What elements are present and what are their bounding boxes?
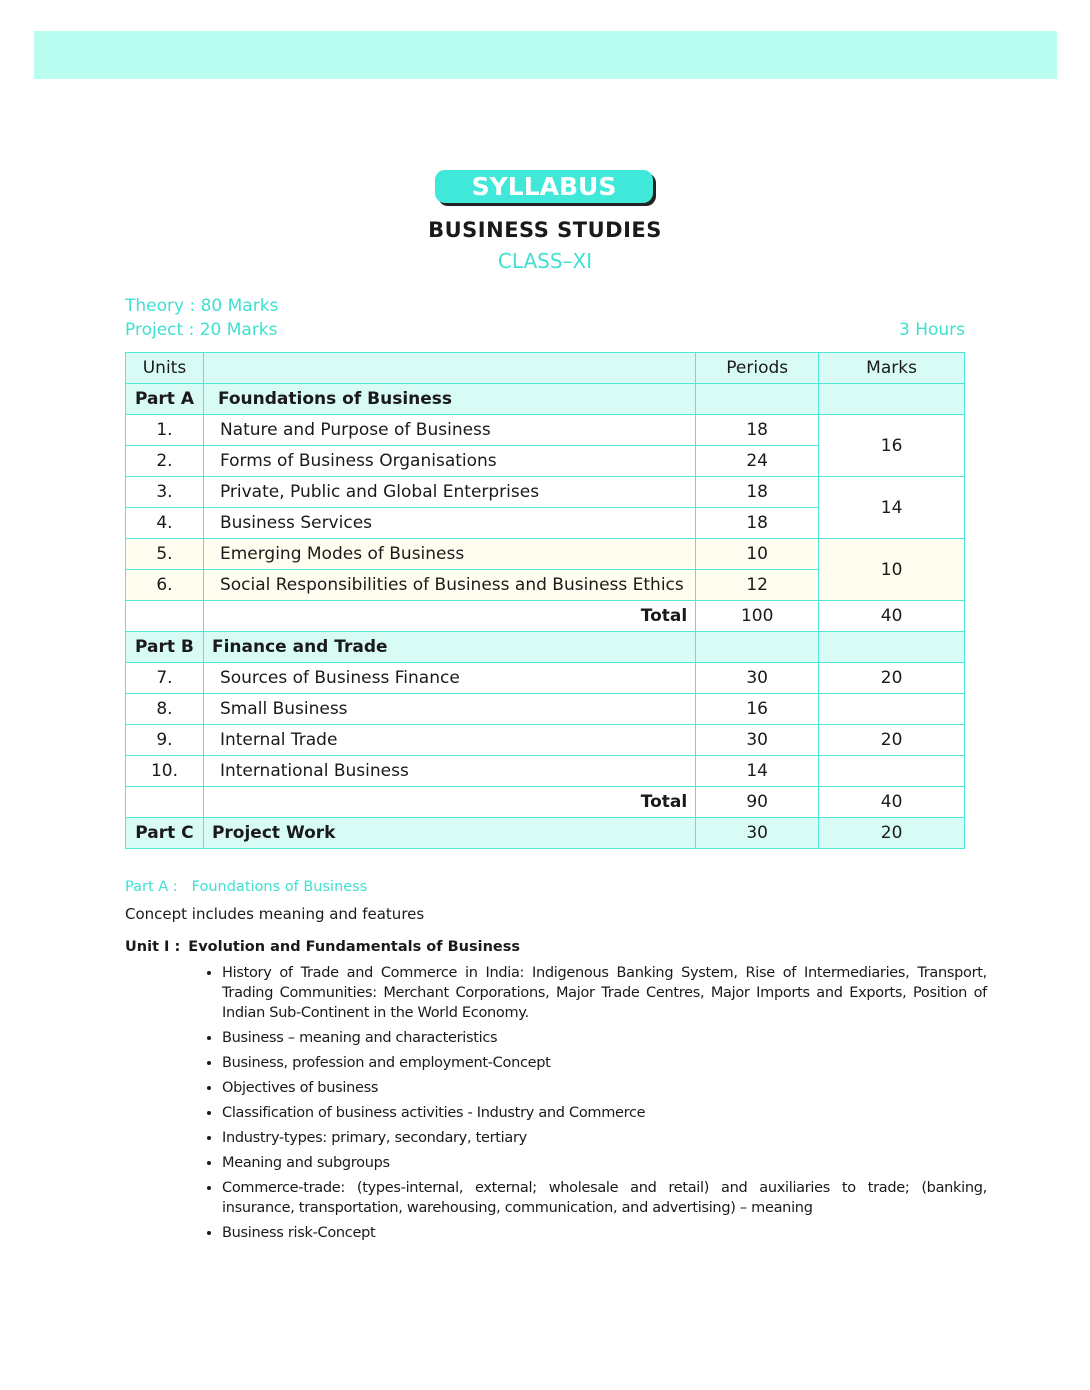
duration: 3 Hours [898, 320, 965, 340]
part-label: Part B [126, 632, 204, 663]
list-item: • Industry-types: primary, secondary, tertiary [222, 1128, 987, 1148]
unit-name: Business Services [203, 508, 695, 539]
list-item: • Business, profession and employment-Concept [222, 1053, 987, 1073]
part-row [126, 384, 965, 415]
unit-name: Social Responsibilities of Business and Business Ethics [203, 570, 695, 601]
project-marks: Project : 20 Marks [125, 320, 278, 340]
marks: 20 [819, 818, 965, 849]
list-item: • Meaning and subgroups [222, 1153, 987, 1173]
part-label: Part C [126, 818, 204, 849]
cell [126, 787, 204, 818]
list-item: • Objectives of business [222, 1078, 987, 1098]
unit-heading [125, 939, 520, 955]
marks [819, 694, 965, 725]
list-item: • Business risk-Concept [222, 1223, 987, 1243]
table-row [126, 415, 965, 446]
total-marks: 40 [819, 601, 965, 632]
col-units: Units [126, 353, 204, 384]
periods: 30 [696, 663, 819, 694]
table-header-row [126, 353, 965, 384]
list-item: • History of Trade and Commerce in India: Indigenous Banking System, Rise of Intermediaries, Transport, Trading Communities: Merchant Corporations, Major Trade Centres, Major Imports and Exports, Position of Indian Sub-Continent in the World Economy. [222, 963, 987, 1023]
periods: 18 [696, 508, 819, 539]
unit-no: 9. [126, 725, 204, 756]
class-label: CLASS–XI [497, 249, 593, 273]
part-a-title: Foundations of Business [191, 879, 368, 895]
periods: 16 [696, 694, 819, 725]
unit-label: Unit I : [125, 939, 181, 955]
table-row [126, 663, 965, 694]
part-title: Project Work [203, 818, 695, 849]
unit-name: Nature and Purpose of Business [203, 415, 695, 446]
unit-no: 2. [126, 446, 204, 477]
total-row [126, 787, 965, 818]
table-row [126, 756, 965, 787]
cell [696, 632, 819, 663]
cell [819, 384, 965, 415]
marks [819, 756, 965, 787]
table-row [126, 694, 965, 725]
syllabus-badge: SYLLABUS [435, 170, 653, 203]
total-periods: 100 [696, 601, 819, 632]
unit-name: Forms of Business Organisations [203, 446, 695, 477]
unit-no: 8. [126, 694, 204, 725]
unit-name: Emerging Modes of Business [203, 539, 695, 570]
unit-name: Sources of Business Finance [203, 663, 695, 694]
total-marks: 40 [819, 787, 965, 818]
marks: 20 [819, 725, 965, 756]
unit-name: Private, Public and Global Enterprises [203, 477, 695, 508]
syllabus-table [125, 352, 965, 849]
marks: 20 [819, 663, 965, 694]
header-band [34, 31, 1057, 79]
list-item: • Classification of business activities - Industry and Commerce [222, 1103, 987, 1123]
unit-no: 10. [126, 756, 204, 787]
total-label: Total [203, 601, 695, 632]
table-row [126, 477, 965, 508]
part-row [126, 818, 965, 849]
table-row [126, 539, 965, 570]
periods: 30 [696, 725, 819, 756]
periods: 12 [696, 570, 819, 601]
col-blank [203, 353, 695, 384]
subject-title: BUSINESS STUDIES [428, 218, 662, 242]
cell [819, 632, 965, 663]
cell [126, 601, 204, 632]
list-item: • Commerce-trade: (types-internal, external; wholesale and retail) and auxiliaries to trade; (banking, insurance, transportation, warehousing, communication, and advertising) – meaning [222, 1178, 987, 1218]
concept-note: Concept includes meaning and features [125, 905, 425, 923]
part-a-heading [125, 879, 367, 895]
unit-no: 7. [126, 663, 204, 694]
unit-title: Evolution and Fundamentals of Business [188, 939, 521, 955]
cell [696, 384, 819, 415]
periods: 10 [696, 539, 819, 570]
total-periods: 90 [696, 787, 819, 818]
table-row [126, 725, 965, 756]
unit-no: 3. [126, 477, 204, 508]
total-label: Total [203, 787, 695, 818]
periods: 18 [696, 415, 819, 446]
part-label: Part A [126, 384, 204, 415]
part-title: Foundations of Business [203, 384, 695, 415]
periods: 24 [696, 446, 819, 477]
unit-name: International Business [203, 756, 695, 787]
part-title: Finance and Trade [203, 632, 695, 663]
marks: 16 [819, 415, 965, 477]
part-row [126, 632, 965, 663]
total-row [126, 601, 965, 632]
topic-list [200, 963, 987, 1248]
list-item: • Business – meaning and characteristics [222, 1028, 987, 1048]
theory-marks: Theory : 80 Marks [125, 296, 279, 316]
col-periods: Periods [696, 353, 819, 384]
periods: 18 [696, 477, 819, 508]
unit-no: 6. [126, 570, 204, 601]
unit-no: 5. [126, 539, 204, 570]
part-a-label: Part A : [125, 879, 178, 895]
marks: 10 [819, 539, 965, 601]
col-marks: Marks [819, 353, 965, 384]
periods: 14 [696, 756, 819, 787]
unit-no: 1. [126, 415, 204, 446]
periods: 30 [696, 818, 819, 849]
unit-name: Internal Trade [203, 725, 695, 756]
unit-no: 4. [126, 508, 204, 539]
unit-name: Small Business [203, 694, 695, 725]
marks: 14 [819, 477, 965, 539]
